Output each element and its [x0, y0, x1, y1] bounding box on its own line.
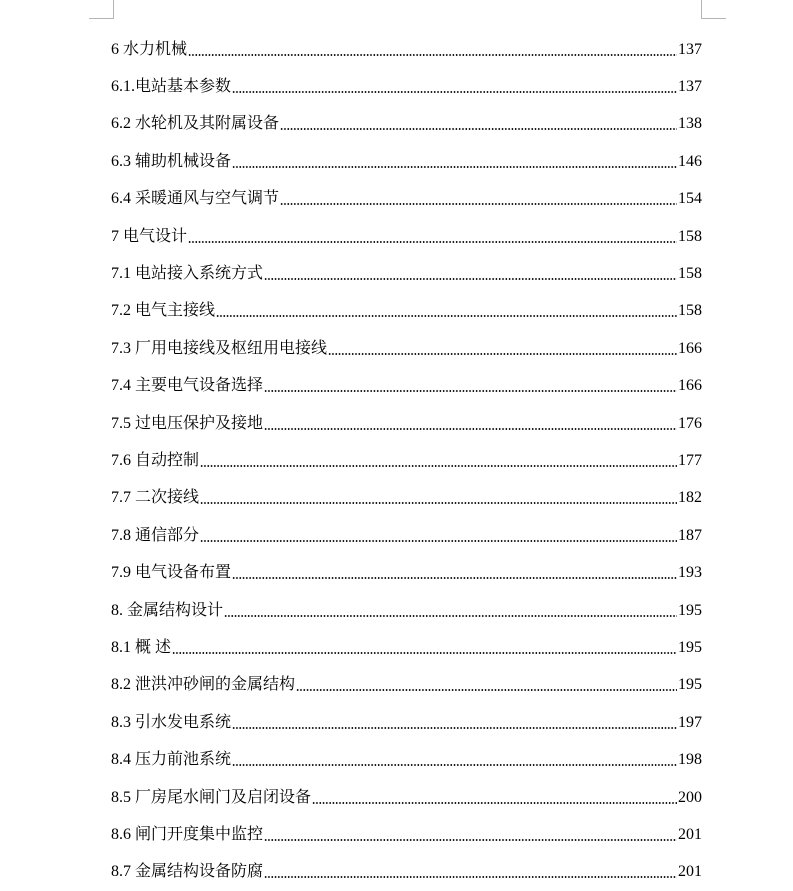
toc-entry-title: 7.2 电气主接线	[111, 302, 216, 320]
toc-entry[interactable]	[111, 255, 702, 292]
toc-entry-page-number: 201	[678, 825, 702, 843]
toc-dot-leader	[224, 615, 677, 617]
toc-entry-page-number: 197	[678, 713, 702, 731]
toc-entry-title: 7.6 自动控制	[111, 451, 200, 469]
toc-entry[interactable]	[111, 181, 702, 218]
toc-entry[interactable]	[111, 517, 702, 554]
toc-entry-page-number: 195	[678, 676, 702, 694]
toc-entry-title: 6.3 辅助机械设备	[111, 152, 232, 170]
toc-entry[interactable]	[111, 405, 702, 442]
toc-dot-leader	[216, 315, 677, 317]
toc-dot-leader	[264, 390, 677, 392]
toc-entry-title: 8.7 金属结构设备防腐	[111, 863, 264, 881]
toc-entry[interactable]	[111, 106, 702, 143]
toc-entry-title: 7.3 厂用电接线及枢纽用电接线	[111, 339, 328, 357]
toc-entry[interactable]	[111, 816, 702, 853]
toc-entry-title: 7 电气设计	[111, 227, 188, 245]
toc-entry-page-number: 195	[678, 638, 702, 656]
toc-entry[interactable]	[111, 330, 702, 367]
toc-entry-page-number: 138	[678, 115, 702, 133]
toc-entry-title: 8.6 闸门开度集中监控	[111, 825, 264, 843]
toc-entry-page-number: 137	[678, 78, 702, 96]
toc-entry-title: 8.5 厂房尾水闸门及启闭设备	[111, 788, 312, 806]
table-of-contents	[111, 31, 702, 891]
page-margin-marker-left	[89, 0, 114, 19]
toc-dot-leader	[172, 652, 677, 654]
toc-entry-page-number: 198	[678, 751, 702, 769]
toc-entry-page-number: 158	[678, 265, 702, 283]
toc-entry-page-number: 146	[678, 152, 702, 170]
toc-entry-page-number: 193	[678, 564, 702, 582]
toc-dot-leader	[232, 577, 677, 579]
toc-entry[interactable]	[111, 442, 702, 479]
toc-entry-title: 7.7 二次接线	[111, 489, 200, 507]
toc-dot-leader	[264, 278, 677, 280]
toc-entry-title: 6.4 采暖通风与空气调节	[111, 190, 280, 208]
toc-dot-leader	[232, 166, 677, 168]
toc-entry-page-number: 158	[678, 227, 702, 245]
toc-dot-leader	[312, 802, 677, 804]
toc-dot-leader	[296, 689, 677, 691]
toc-dot-leader	[200, 502, 677, 504]
toc-entry[interactable]	[111, 704, 702, 741]
toc-entry-title: 7.4 主要电气设备选择	[111, 377, 264, 395]
toc-dot-leader	[280, 128, 677, 130]
toc-entry[interactable]	[111, 554, 702, 591]
toc-entry-title: 6 水力机械	[111, 40, 188, 58]
toc-entry[interactable]	[111, 741, 702, 778]
toc-entry-title: 8. 金属结构设计	[111, 601, 224, 619]
toc-dot-leader	[328, 353, 677, 355]
toc-entry[interactable]	[111, 667, 702, 704]
toc-dot-leader	[232, 91, 677, 93]
toc-entry-page-number: 177	[678, 451, 702, 469]
toc-entry-page-number: 137	[678, 40, 702, 58]
toc-entry[interactable]	[111, 68, 702, 105]
toc-entry[interactable]	[111, 854, 702, 891]
toc-dot-leader	[232, 764, 677, 766]
toc-entry-title: 6.2 水轮机及其附属设备	[111, 115, 280, 133]
toc-entry-title: 7.5 过电压保护及接地	[111, 414, 264, 432]
toc-entry-page-number: 187	[678, 526, 702, 544]
toc-entry[interactable]	[111, 368, 702, 405]
toc-entry-page-number: 176	[678, 414, 702, 432]
toc-entry-title: 7.1 电站接入系统方式	[111, 265, 264, 283]
toc-entry-title: 8.3 引水发电系统	[111, 713, 232, 731]
toc-entry[interactable]	[111, 480, 702, 517]
toc-entry-title: 8.4 压力前池系统	[111, 751, 232, 769]
toc-dot-leader	[188, 241, 677, 243]
toc-entry-page-number: 158	[678, 302, 702, 320]
toc-entry-page-number: 201	[678, 863, 702, 881]
toc-dot-leader	[232, 727, 677, 729]
page-margin-marker-right	[701, 0, 726, 19]
toc-entry-title: 6.1.电站基本参数	[111, 78, 232, 96]
toc-entry-page-number: 195	[678, 601, 702, 619]
toc-dot-leader	[264, 839, 677, 841]
toc-dot-leader	[280, 203, 677, 205]
toc-entry-page-number: 166	[678, 377, 702, 395]
toc-entry[interactable]	[111, 31, 702, 68]
toc-entry[interactable]	[111, 293, 702, 330]
toc-entry[interactable]	[111, 629, 702, 666]
toc-entry-page-number: 166	[678, 339, 702, 357]
toc-entry-title: 7.9 电气设备布置	[111, 564, 232, 582]
toc-dot-leader	[200, 465, 677, 467]
toc-entry-page-number: 182	[678, 489, 702, 507]
toc-entry[interactable]	[111, 143, 702, 180]
toc-entry-title: 8.2 泄洪冲砂闸的金属结构	[111, 676, 296, 694]
toc-dot-leader	[200, 540, 677, 542]
toc-entry[interactable]	[111, 592, 702, 629]
toc-dot-leader	[264, 428, 677, 430]
toc-entry-page-number: 154	[678, 190, 702, 208]
toc-entry[interactable]	[111, 218, 702, 255]
toc-entry-title: 8.1 概 述	[111, 638, 172, 656]
toc-dot-leader	[188, 54, 677, 56]
toc-entry-title: 7.8 通信部分	[111, 526, 200, 544]
toc-entry-page-number: 200	[678, 788, 702, 806]
toc-entry[interactable]	[111, 779, 702, 816]
